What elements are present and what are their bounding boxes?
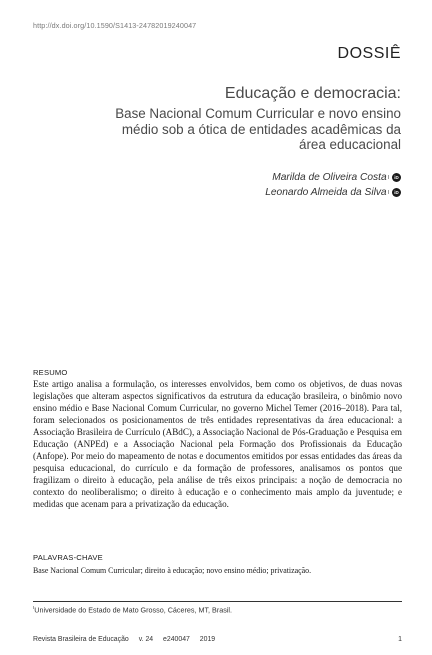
article-id: e240047 xyxy=(163,636,190,643)
footnote xyxy=(33,605,232,614)
keywords-text: Base Nacional Comum Curricular; direito à educação; novo ensino médio; privatização. xyxy=(33,566,312,575)
page-footer xyxy=(33,636,223,643)
footnote-divider xyxy=(33,601,402,602)
article-subtitle: Base Nacional Comum Curricular e novo ensino médio sob a ótica de entidades acadêmicas da área educacional xyxy=(115,106,401,153)
article-title: Educação e democracia: xyxy=(224,85,401,102)
section-label: DOSSIÊ xyxy=(337,45,401,62)
page-number: 1 xyxy=(398,636,402,643)
abstract-text: Este artigo analisa a formulação, os interesses envolvidos, bem como os objetivos, de duas novas legislações que alteram aspectos significativos da estrutura da educação brasileira, o binômio novo ensino médio e Base Nacional Comum Curricular, no governo Michel Temer (2016–2018). Para tal, foram selecionados os posicionamentos de três entidades representativas da área educacional: a Associação Brasileira de Currículo (ABdC), a Associação Nacional de Pós-Graduação e Pesquisa em Educação (ANPEd) e a Associação Nacional pela Formação dos Profissionais da Educação (Anfope). Por meio do mapeamento de notas e documentos emitidos por essas entidades das áreas da pesquisa educacional, do currículo e da formação de professores, analisamos os pontos que fragilizam o direito à educação, pela análise de três eixos principais: a noção de democracia no contexto do neoliberalismo; o direito à educação e o conhecimento mais amplo da juventude; e medidas que acenam para a privatização da educação. xyxy=(33,379,402,510)
footnote-mark: I xyxy=(33,605,35,610)
affiliation-mark: I xyxy=(387,189,389,196)
year: 2019 xyxy=(199,636,216,643)
journal-name: Revista Brasileira de Educação xyxy=(33,636,129,643)
keywords-label: PALAVRAS-CHAVE xyxy=(33,553,103,562)
volume: v. 24 xyxy=(138,636,154,643)
orcid-icon[interactable]: iD xyxy=(392,173,401,182)
doi-link[interactable]: http://dx.doi.org/10.1590/S1413-24782019240047 xyxy=(33,21,197,30)
author-2 xyxy=(265,187,401,198)
author-name: Marilda de Oliveira Costa xyxy=(272,172,387,183)
author-name: Leonardo Almeida da Silva xyxy=(265,187,387,198)
abstract-label: RESUMO xyxy=(33,368,68,377)
orcid-icon[interactable]: iD xyxy=(392,188,401,197)
footnote-text: Universidade do Estado de Mato Grosso, Cáceres, MT, Brasil. xyxy=(34,605,233,615)
author-1 xyxy=(272,172,401,183)
affiliation-mark: I xyxy=(387,174,389,181)
